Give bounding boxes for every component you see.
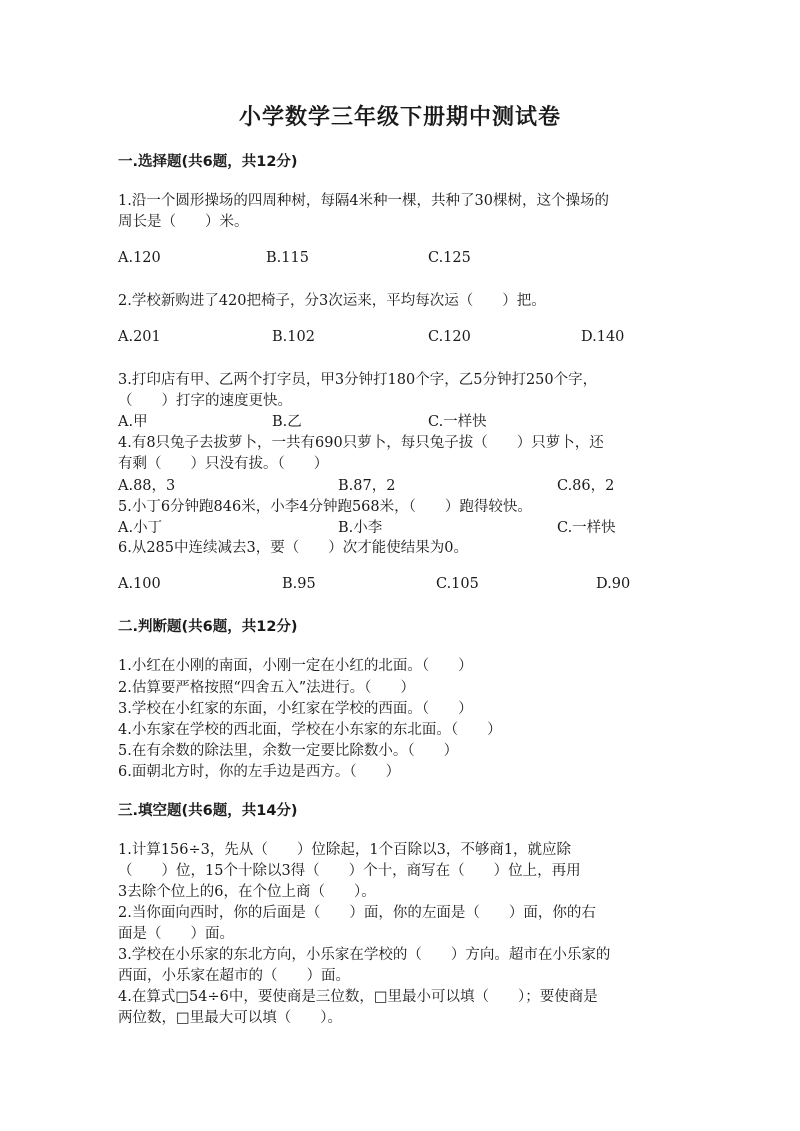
judge-item: 3.学校在小红家的东面，小红家在学校的西面。（ ） [118, 701, 473, 717]
question-text: 有剩（ ）只没有拔。（ ） [118, 456, 329, 472]
section-heading-choice: 一.选择题(共6题，共12分) [118, 154, 298, 170]
option-b: B.95 [282, 576, 316, 592]
judge-item: 1.小红在小刚的南面，小刚一定在小红的北面。（ ） [118, 658, 473, 674]
option-c: C.105 [436, 576, 479, 592]
option-b: B.102 [272, 329, 315, 345]
option-d: D.140 [581, 329, 625, 345]
judge-item: 4.小东家在学校的西北面，学校在小东家的东北面。（ ） [118, 722, 502, 738]
fill-line: 两位数，□里最大可以填（ ）。 [118, 1010, 342, 1026]
judge-item: 2.估算要严格按照“四舍五入”法进行。（ ） [118, 680, 415, 696]
option-a: A.小丁 [118, 520, 163, 536]
option-b: B.乙 [272, 414, 302, 430]
question-text: 4.有8只兔子去拔萝卜，一共有690只萝卜，每只兔子拔（ ）只萝卜，还 [118, 435, 604, 451]
fill-line: 面是（ ）面。 [118, 926, 234, 942]
option-b: B.115 [266, 250, 309, 266]
option-a: A.100 [118, 576, 161, 592]
fill-line: 2.当你面向西时，你的后面是（ ）面，你的左面是（ ）面，你的右 [118, 905, 596, 921]
option-c: C.86，2 [557, 478, 615, 494]
judge-item: 6.面朝北方时，你的左手边是西方。（ ） [118, 764, 401, 780]
question-text: 1.沿一个圆形操场的四周种树，每隔4米种一棵，共种了30棵树，这个操场的 [118, 193, 610, 209]
option-b: B.小李 [338, 520, 383, 536]
fill-line: 西面，小乐家在超市的（ ）面。 [118, 968, 350, 984]
option-c: C.125 [428, 250, 471, 266]
option-d: D.90 [596, 576, 631, 592]
option-a: A.120 [118, 250, 161, 266]
question-text: 2.学校新购进了420把椅子，分3次运来，平均每次运（ ）把。 [118, 293, 546, 309]
option-a: A.201 [118, 329, 161, 345]
question-text: 周长是（ ）米。 [118, 214, 249, 230]
fill-line: （ ）位，15个十除以3得（ ）个十，商写在（ ）位上，再用 [118, 863, 581, 879]
question-text: 6.从285中连续减去3，要（ ）次才能使结果为0。 [118, 540, 468, 556]
option-a: A.88，3 [118, 478, 176, 494]
judge-item: 5.在有余数的除法里，余数一定要比除数小。（ ） [118, 743, 459, 759]
option-a: A.甲 [118, 414, 148, 430]
fill-line: 3.学校在小乐家的东北方向，小乐家在学校的（ ）方向。超市在小乐家的 [118, 947, 611, 963]
option-c: C.一样快 [557, 520, 616, 536]
fill-line: 1.计算156÷3，先从（ ）位除起，1个百除以3，不够商1，就应除 [118, 842, 572, 858]
page-title: 小学数学三年级下册期中测试卷 [238, 105, 561, 130]
question-text: 5.小丁6分钟跑846米，小李4分钟跑568米，（ ）跑得较快。 [118, 499, 532, 515]
question-text: （ ）打字的速度更快。 [118, 393, 292, 409]
section-heading-judge: 二.判断题(共6题，共12分) [118, 619, 298, 635]
option-c: C.120 [428, 329, 471, 345]
option-b: B.87，2 [338, 478, 396, 494]
section-heading-fill: 三.填空题(共6题，共14分) [118, 803, 298, 819]
fill-line: 3去除个位上的6，在个位上商（ ）。 [118, 884, 376, 900]
fill-line: 4.在算式□54÷6中，要使商是三位数，□里最小可以填（ ）；要使商是 [118, 989, 598, 1005]
question-text: 3.打印店有甲、乙两个打字员，甲3分钟打180个字，乙5分钟打250个字， [118, 372, 598, 388]
option-c: C.一样快 [428, 414, 487, 430]
